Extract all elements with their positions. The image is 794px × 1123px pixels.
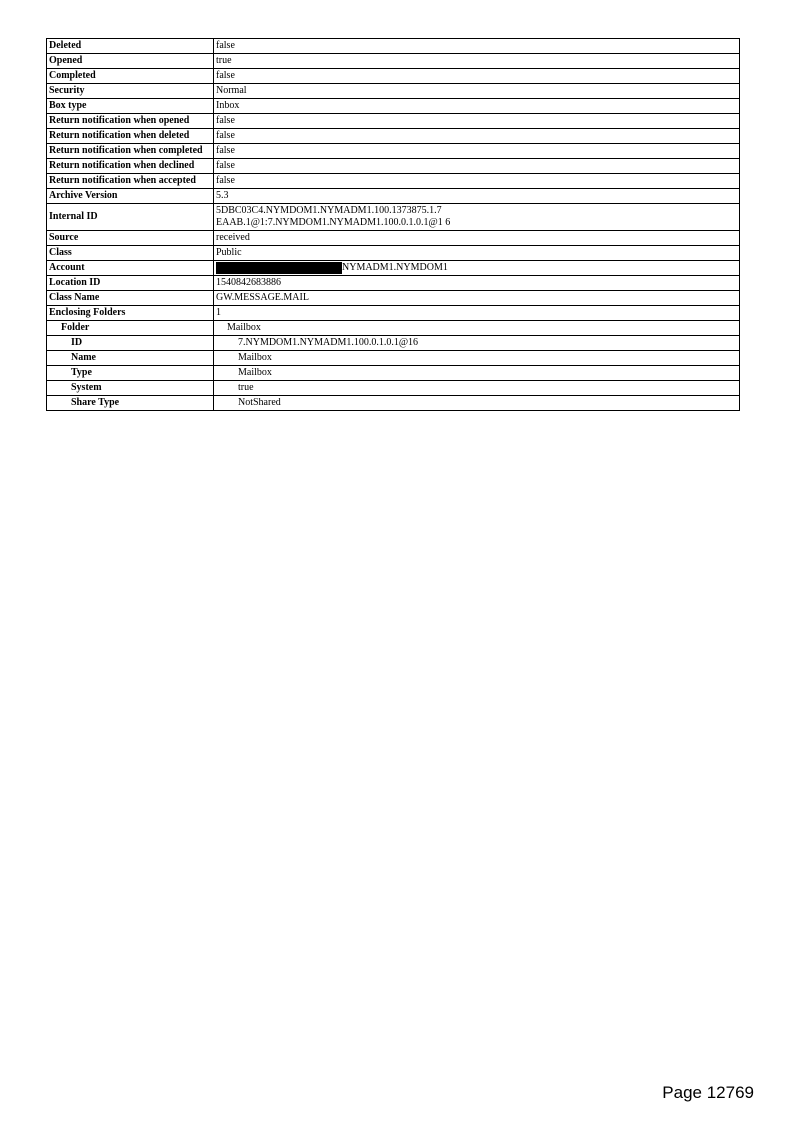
table-row	[47, 159, 740, 174]
property-key: Name	[47, 351, 214, 366]
property-key: Return notification when deleted	[47, 129, 214, 144]
property-key: Account	[47, 261, 214, 276]
property-value: false	[214, 159, 740, 174]
property-value: NotShared	[214, 396, 740, 411]
property-key: Enclosing Folders	[47, 306, 214, 321]
table-row	[47, 276, 740, 291]
property-value: false	[214, 129, 740, 144]
property-key: Archive Version	[47, 189, 214, 204]
table-row	[47, 144, 740, 159]
table-row	[47, 231, 740, 246]
table-row	[47, 99, 740, 114]
property-key: Return notification when accepted	[47, 174, 214, 189]
table-row	[47, 129, 740, 144]
property-key: Source	[47, 231, 214, 246]
property-value: received	[214, 231, 740, 246]
table-row	[47, 381, 740, 396]
property-key: Return notification when declined	[47, 159, 214, 174]
property-key: Return notification when opened	[47, 114, 214, 129]
internal-id-line-1: 5DBC03C4.NYMDOM1.NYMADM1.100.1373875.1.7	[216, 205, 442, 216]
table-row	[47, 189, 740, 204]
table-row	[47, 84, 740, 99]
property-value: Mailbox	[214, 366, 740, 381]
property-key: Class	[47, 246, 214, 261]
redaction-bar	[216, 262, 342, 274]
property-key: Share Type	[47, 396, 214, 411]
property-value: true	[214, 54, 740, 69]
account-value-text: NYMADM1.NYMDOM1	[342, 262, 448, 273]
properties-table	[46, 38, 740, 411]
internal-id-line-2: EAAB.1@1:7.NYMDOM1.NYMADM1.100.0.1.0.1@1 6	[216, 217, 451, 228]
property-key: Completed	[47, 69, 214, 84]
table-row	[47, 261, 740, 276]
table-row	[47, 114, 740, 129]
property-value: false	[214, 174, 740, 189]
table-row	[47, 174, 740, 189]
property-value: false	[214, 39, 740, 54]
property-value: Normal	[214, 84, 740, 99]
property-key: Security	[47, 84, 214, 99]
property-value: false	[214, 114, 740, 129]
property-key: Type	[47, 366, 214, 381]
property-value	[214, 204, 740, 231]
property-value: false	[214, 144, 740, 159]
property-value: 5.3	[214, 189, 740, 204]
property-value: false	[214, 69, 740, 84]
property-value: 7.NYMDOM1.NYMADM1.100.0.1.0.1@16	[214, 336, 740, 351]
property-key: Internal ID	[47, 204, 214, 231]
table-row	[47, 39, 740, 54]
property-key: Location ID	[47, 276, 214, 291]
property-value: Mailbox	[214, 351, 740, 366]
page-number: Page 12769	[662, 1083, 754, 1102]
table-row	[47, 336, 740, 351]
property-key: Folder	[47, 321, 214, 336]
property-key: Class Name	[47, 291, 214, 306]
property-key: ID	[47, 336, 214, 351]
property-key: Box type	[47, 99, 214, 114]
table-row	[47, 321, 740, 336]
table-row	[47, 54, 740, 69]
property-value: Public	[214, 246, 740, 261]
table-row	[47, 366, 740, 381]
property-key: Opened	[47, 54, 214, 69]
table-row	[47, 351, 740, 366]
property-value: GW.MESSAGE.MAIL	[214, 291, 740, 306]
table-row	[47, 69, 740, 84]
property-value: Mailbox	[214, 321, 740, 336]
property-key: Return notification when completed	[47, 144, 214, 159]
property-value: true	[214, 381, 740, 396]
table-row	[47, 291, 740, 306]
table-row	[47, 204, 740, 231]
property-key: Deleted	[47, 39, 214, 54]
property-value: 1	[214, 306, 740, 321]
property-value: Inbox	[214, 99, 740, 114]
property-value	[214, 261, 740, 276]
table-row	[47, 396, 740, 411]
property-value: 1540842683886	[214, 276, 740, 291]
table-row	[47, 306, 740, 321]
property-key: System	[47, 381, 214, 396]
table-row	[47, 246, 740, 261]
